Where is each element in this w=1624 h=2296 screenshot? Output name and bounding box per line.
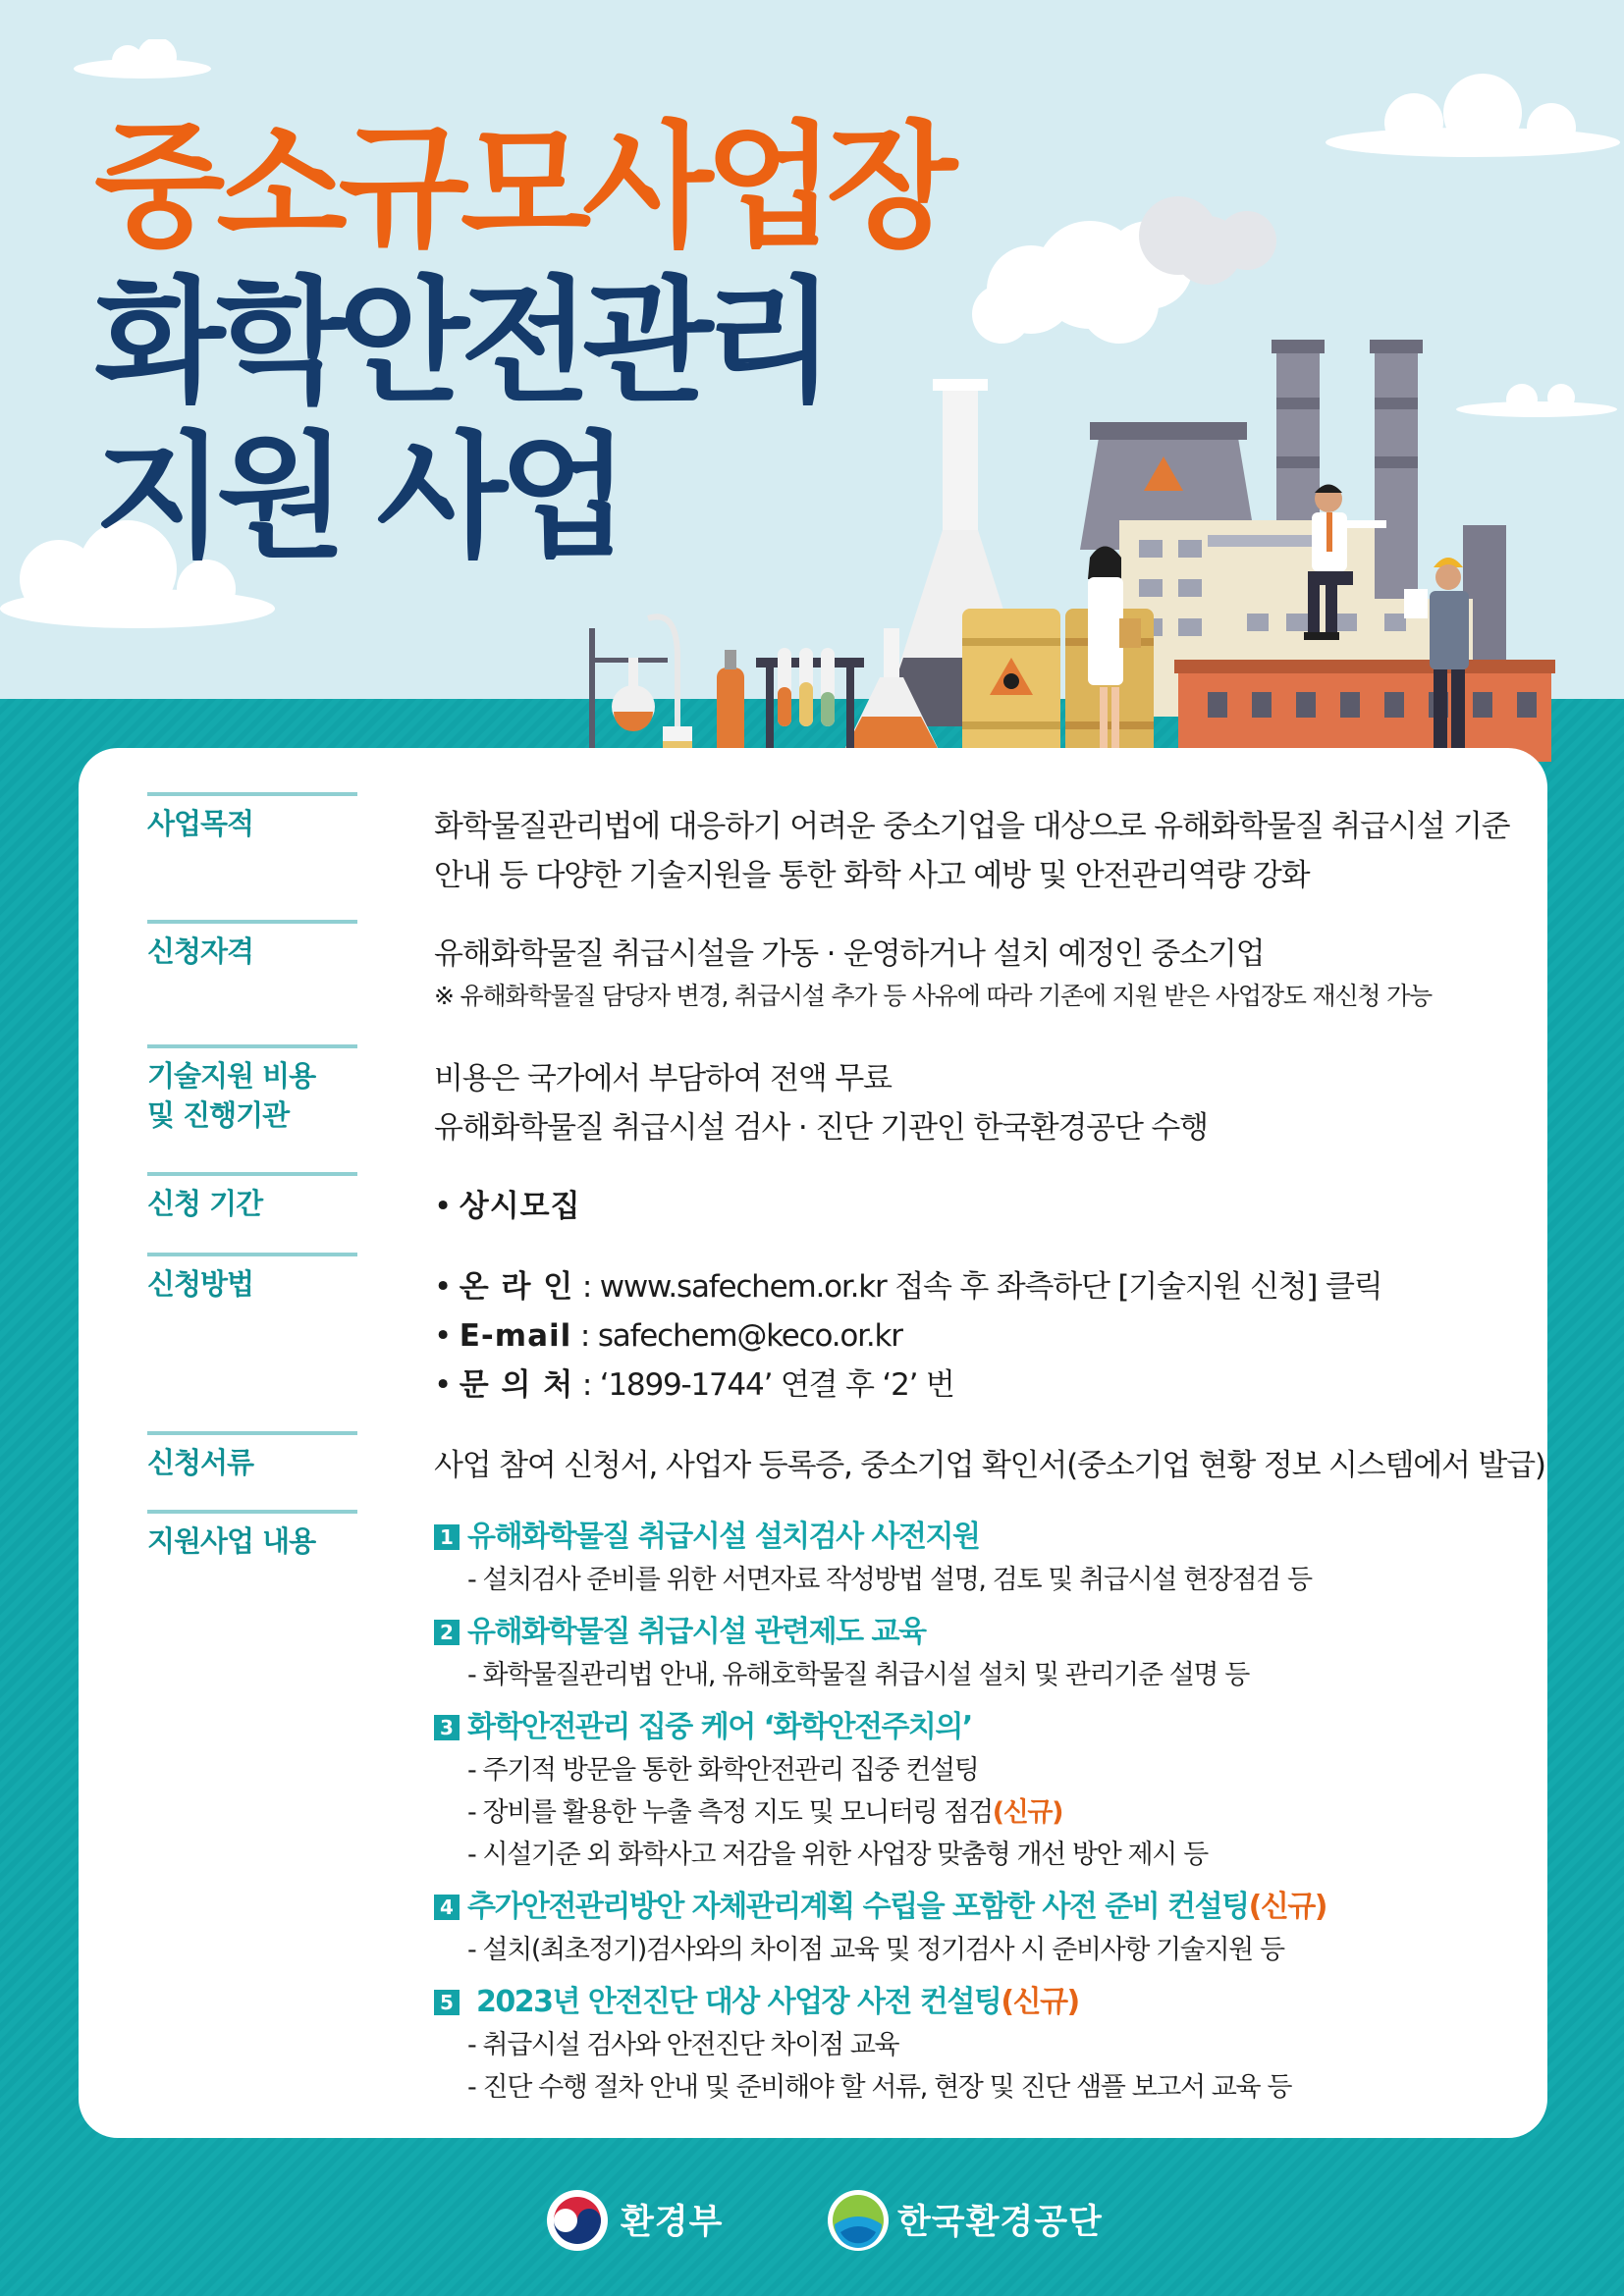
row-body — [434, 802, 1510, 900]
row-label: 기술지원 비용 및 진행기관 — [147, 1044, 357, 1135]
content-section-4 — [434, 1886, 1504, 1971]
eligibility-note: ※ 유해화학물질 담당자 변경, 취급시설 추가 등 사유에 따라 기존에 지원 받은 사업장도 재신청 가능 — [434, 982, 1433, 1010]
info-card — [79, 748, 1547, 2138]
section-number: 4 — [434, 1895, 460, 1920]
list-item: - 진단 수행 절차 안내 및 준비해야 할 서류, 현장 및 진단 샘플 보고서 교육 등 — [467, 2072, 1292, 2103]
purpose-line-1: 화학물질관리법에 대응하기 어려운 중소기업을 대상으로 유해화학물질 취급시설 기준 — [434, 809, 1510, 844]
content-section-1 — [434, 1516, 1504, 1601]
section-number: 5 — [434, 1990, 460, 2015]
ministry-name: 환경부 — [621, 2203, 724, 2242]
section-number: 2 — [434, 1620, 460, 1645]
ministry-logo-icon — [546, 2189, 609, 2252]
row-label: 사업목적 — [147, 792, 357, 843]
title-line-1: 중소규모사업장 — [94, 108, 949, 266]
row-body — [434, 1182, 1504, 1231]
content-section-5 — [434, 1981, 1504, 2109]
list-item: - 시설기준 외 화학사고 저감을 위한 사업장 맞춤형 개선 방안 제시 등 — [467, 1840, 1208, 1870]
row-label: 지원사업 내용 — [147, 1510, 357, 1561]
factory-illustration — [569, 196, 1571, 766]
new-badge: (신규) — [1001, 1985, 1079, 2019]
title-line-3: 지원 사업 — [94, 418, 622, 576]
section-title: 유해화학물질 취급시설 관련제도 교육 — [467, 1615, 926, 1649]
new-badge: (신규) — [1248, 1890, 1327, 1924]
agency-name: 한국환경공단 — [897, 2203, 1103, 2242]
row-body — [434, 930, 1504, 1014]
list-item: - 취급시설 검사와 안전진단 차이점 교육 — [467, 2030, 899, 2060]
row-label: 신청서류 — [147, 1431, 357, 1482]
section-number: 3 — [434, 1715, 460, 1740]
section-title: 2023년 안전진단 대상 사업장 사전 컨설팅 — [467, 1985, 1001, 2019]
row-body — [434, 1262, 1504, 1410]
documents-value: 사업 참여 신청서, 사업자 등록증, 중소기업 확인서(중소기업 현황 정보 시스템에서 발급) — [434, 1448, 1545, 1483]
footer-logos — [0, 2181, 1624, 2260]
method-email: • E-mail : safechem@keco.or.kr — [434, 1318, 902, 1354]
row-label: 신청방법 — [147, 1253, 357, 1304]
new-badge: (신규) — [992, 1797, 1063, 1828]
gas-cylinder-icon — [717, 650, 744, 762]
test-tubes-icon — [752, 648, 870, 762]
row-label: 신청자격 — [147, 920, 357, 971]
lab-glassware-icon — [569, 616, 692, 762]
content-section-2 — [434, 1611, 1504, 1696]
list-item: - 화학물질관리법 안내, 유해호학물질 취급시설 설치 및 관리기준 설명 등 — [467, 1660, 1249, 1690]
content-section-3 — [434, 1706, 1504, 1876]
row-body — [434, 1054, 1504, 1152]
content-sections — [434, 1516, 1504, 2118]
list-item: - 장비를 활용한 누출 측정 지도 및 모니터링 점검(신규) — [467, 1797, 1063, 1828]
section-title: 유해화학물질 취급시설 설치검사 사전지원 — [467, 1520, 980, 1554]
method-contact: • 문 의 처 : ‘1899-1744’ 연결 후 ‘2’ 번 — [434, 1367, 954, 1403]
title-line-2: 화학안전관리 — [94, 263, 827, 421]
section-number: 1 — [434, 1524, 460, 1550]
list-item: - 주기적 방문을 통한 화학안전관리 집중 컨설팅 — [467, 1755, 979, 1786]
cost-line-2: 유해화학물질 취급시설 검사 · 진단 기관인 한국환경공단 수행 — [434, 1110, 1208, 1146]
agency-logo-icon — [827, 2189, 890, 2252]
method-online: • 온 라 인 : www.safechem.or.kr 접속 후 좌측하단 [기술지원 신청] 클릭 — [434, 1269, 1382, 1305]
cloud-icon — [1326, 69, 1620, 157]
eligibility-line-1: 유해화학물질 취급시설을 가동 · 운영하거나 설치 예정인 중소기업 — [434, 936, 1265, 972]
purpose-line-2: 안내 등 다양한 기술지원을 통한 화학 사고 예방 및 안전관리역량 강화 — [434, 858, 1310, 893]
row-body — [434, 1441, 1545, 1490]
section-title: 추가안전관리방안 자체관리계획 수립을 포함한 사전 준비 컨설팅 — [467, 1890, 1249, 1924]
cloud-icon — [69, 39, 216, 79]
row-label: 신청 기간 — [147, 1172, 357, 1223]
list-item: - 설치(최초정기)검사와의 차이점 교육 및 정기검사 시 준비사항 기술지원 등 — [467, 1935, 1284, 1965]
smoke-icon — [972, 196, 1276, 344]
list-item: - 설치검사 준비를 위한 서면자료 작성방법 설명, 검토 및 취급시설 현장점검 등 — [467, 1565, 1312, 1595]
cost-line-1: 비용은 국가에서 부담하여 전액 무료 — [434, 1061, 892, 1096]
section-title: 화학안전관리 집중 케어 ‘화학안전주치의’ — [467, 1710, 972, 1744]
period-value: • 상시모집 — [434, 1189, 581, 1224]
